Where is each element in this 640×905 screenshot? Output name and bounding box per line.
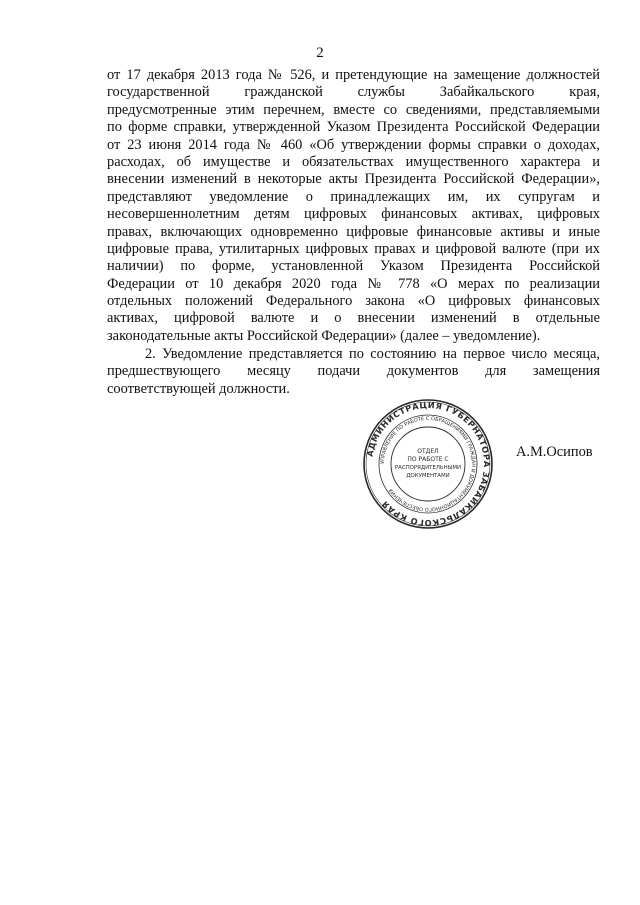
stamp-inner-ring: [391, 427, 465, 501]
paragraph-1-line: предусмотренные этим перечнем, вместе со сведениями, представляемыми: [107, 101, 600, 118]
paragraph-2-line: соответствующей должности.: [107, 380, 290, 397]
paragraph-1-line: расходах, об имуществе и обязательствах имущественного характера и: [107, 153, 600, 170]
paragraph-1-line: правах, включающих одновременно цифровые финансовые активы и иные: [107, 223, 600, 240]
paragraph-2-line: предшествующего месяцу подачи документов для замещения: [107, 363, 600, 380]
paragraph-1-line: наличии) по форме, установленной Указом Президента Российской: [107, 258, 600, 275]
paragraph-1-line: государственной гражданской службы Забайкальского края,: [107, 84, 600, 101]
paragraph-1-line: Федерации от 10 декабря 2020 года № 778 «О мерах по реализации: [107, 275, 600, 292]
paragraph-1-line: цифровые права, утилитарных цифровых правах и цифровой валюте (при их: [107, 240, 600, 257]
paragraph-2: [107, 346, 600, 398]
paragraph-1-line: активах, цифровой валюте и о внесении изменений в отдельные: [107, 310, 600, 327]
stamp-middle-ring: [379, 415, 477, 513]
signature-name: А.М.Осипов: [516, 444, 593, 460]
stamp-outer-text: АДМИНИСТРАЦИЯ ГУБЕРНАТОРА ЗАБАЙКАЛЬСКОГО КРАЯ: [364, 399, 493, 529]
paragraph-1-line: внесении изменений в некоторые акты Президента Российской Федерации»,: [107, 171, 600, 188]
stamp-center-line: ПО РАБОТЕ С: [407, 456, 449, 463]
paragraph-1-line: по форме справки, утвержденной Указом Президента Российской Федерации: [107, 119, 600, 136]
paragraph-1-line: от 17 декабря 2013 года № 526, и претендующие на замещение должностей: [107, 67, 600, 83]
official-stamp: [362, 398, 494, 530]
stamp-center-line: ДОКУМЕНТАМИ: [406, 473, 450, 479]
paragraph-1-line: от 23 июня 2014 года № 460 «Об утверждении формы справки о доходах,: [107, 136, 600, 153]
paragraph-2-line: 2. Уведомление представляется по состоянию на первое число месяца,: [145, 346, 600, 362]
paragraph-1-line: несовершеннолетним детям цифровых финансовых активах, цифровых: [107, 206, 600, 223]
stamp-inner-text: УПРАВЛЕНИЕ ПО РАБОТЕ С ОБРАЩЕНИЯМИ ГРАЖДАН И ДОКУМЕНТАЦИОННОГО ОБЕСПЕЧЕНИЯ: [379, 415, 477, 513]
stamp-center-line: ОТДЕЛ: [417, 448, 439, 455]
paragraph-1-line: представляют уведомление о принадлежащих им, их супругам и: [107, 188, 600, 205]
stamp-center-line: РАСПОРЯДИТЕЛЬНЫМИ: [394, 465, 462, 471]
paragraph-1: [107, 67, 600, 345]
page-number: 2: [316, 45, 324, 61]
paragraph-1-line: законодательные акты Российской Федерации» (далее – уведомление).: [107, 327, 541, 344]
paragraph-1-line: отдельных положений Федерального закона «О цифровых финансовых: [107, 293, 600, 310]
